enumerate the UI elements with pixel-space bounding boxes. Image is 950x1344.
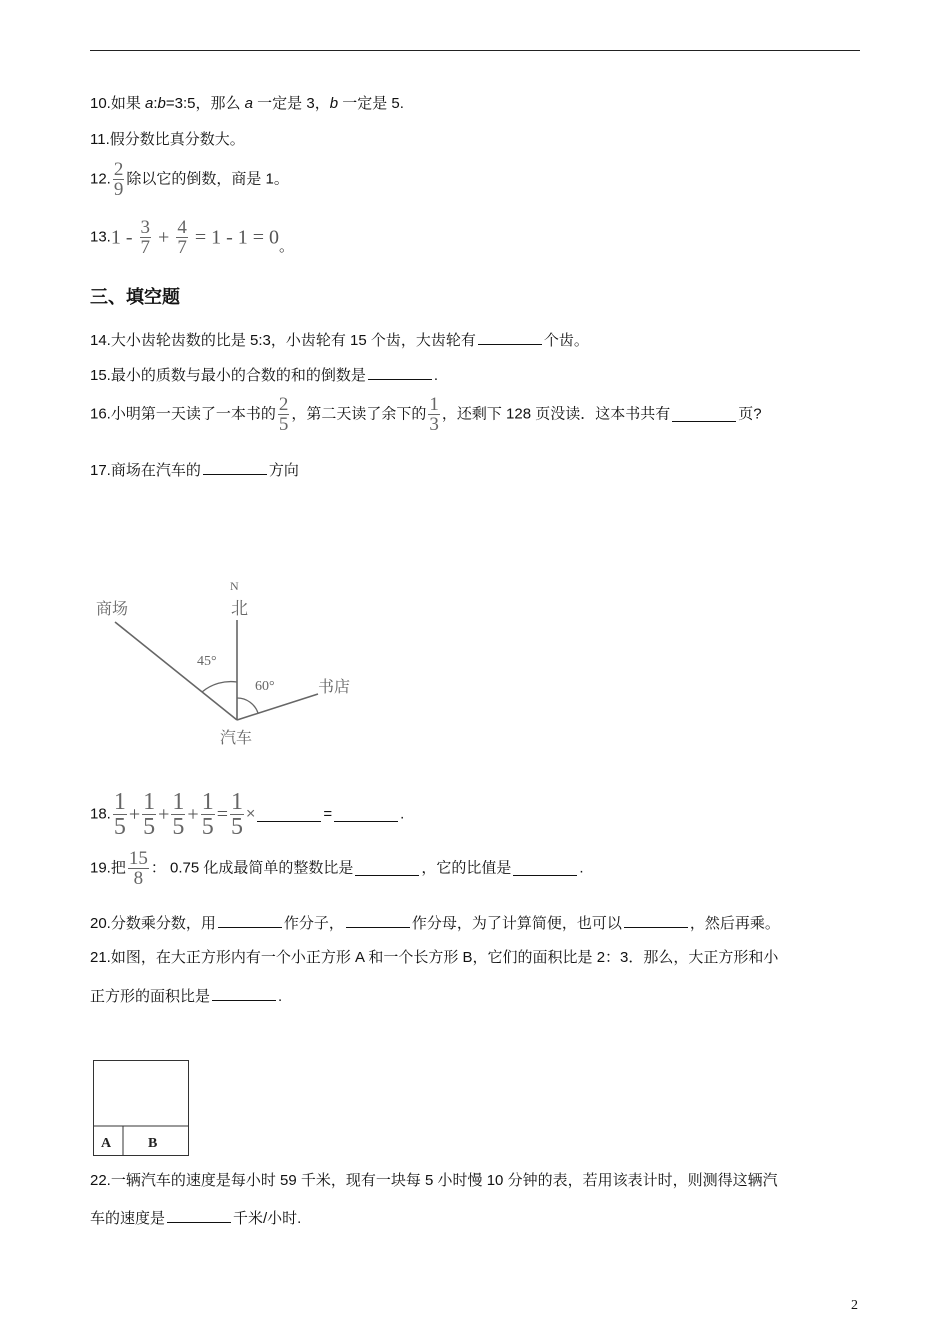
q13-fraction-1 [140,218,152,257]
question-21-line-2 [90,986,282,1007]
q13-suffix: 。 [279,238,295,255]
compass-diagram [90,572,370,752]
q21-line2: 正方形的面积比是 [90,988,211,1005]
compass-north-label: 北 [231,599,248,618]
q18-equals-2: = [323,805,333,823]
q18-numerator-4: 1 [201,789,214,815]
q10-var-a: a [145,95,154,112]
q20-answer-blank-2[interactable] [346,913,410,928]
q20-part3: 作分母，为了计算简便，也可以 [411,915,622,932]
q20-answer-blank-1[interactable] [218,913,282,928]
q20-part4: ，然后再乘。 [689,915,780,932]
q13-plus: + [153,226,175,249]
q14-prefix: 14.大小齿轮齿数的比是 5:3，小齿轮有 15 个齿，大齿轮有 [90,332,476,349]
q19-fraction [128,849,149,888]
q18-prefix: 18. [90,805,111,823]
q17-answer-blank[interactable] [203,460,267,475]
question-10 [90,94,404,114]
question-17 [90,460,299,481]
question-20 [90,913,780,934]
q12-fraction [113,160,125,199]
q15-prefix: 15.最小的质数与最小的合数的和的倒数是 [90,367,366,384]
q21-answer-blank[interactable] [212,986,276,1001]
q16-prefix: 16.小明第一天读了一本书的 [90,405,276,423]
q13-fraction-2 [176,218,188,257]
compass-bookstore-label: 书店 [318,679,351,696]
q19-numerator: 15 [128,848,148,869]
q18-denominator-2: 5 [143,814,156,840]
q16-denominator-2: 3 [429,414,439,435]
q18-fraction-3 [171,790,185,839]
q18-equals: = [216,803,228,826]
q10-colon: : [153,95,158,112]
compass-mall-line [115,622,237,720]
compass-car-label: 汽车 [220,730,253,747]
q18-times: × [245,805,256,823]
q13-numerator-2: 4 [177,217,187,238]
q18-fraction-5 [230,790,244,839]
question-16 [90,395,762,434]
question-11 [90,130,245,150]
q18-fraction-2 [142,790,156,839]
q18-fraction-1 [113,790,127,839]
q18-denominator-5: 5 [230,814,243,840]
q16-fraction-1 [278,395,290,434]
compass-bookstore-line [237,694,318,720]
q10-ratio: =3:5，那么 [165,95,245,112]
q13-term1: 1 - [110,226,138,249]
q22-line1: 22.一辆汽车的速度是每小时 59 千米，现有一块每 5 小时慢 10 分钟的表，若用该表计时，则测得这辆汽 [90,1172,778,1189]
q12-numerator: 2 [113,159,124,180]
q14-answer-blank[interactable] [478,330,542,345]
q18-numerator-2: 1 [143,789,156,815]
q20-part2: 作分子， [283,915,344,932]
q18-answer-blank-2[interactable] [334,807,398,822]
q13-denominator-2: 7 [177,237,187,258]
q10-prefix: 10.如果 [90,95,146,112]
q16-denominator-1: 5 [278,414,289,435]
q19-mid: ： 0.75 化成最简单的整数比是 [150,859,354,877]
compass-arc-60 [237,698,258,713]
q16-numerator-1: 2 [278,394,289,415]
q10-var-b: b [157,95,166,112]
q13-result: = 1 - 1 = 0 [189,226,280,249]
q19-suffix: . [579,859,584,877]
q16-suffix: 页? [738,405,762,423]
q18-denominator-3: 5 [172,814,185,840]
question-14 [90,330,589,351]
q19-prefix: 19.把 [90,859,126,877]
q13-numerator-1: 3 [140,217,151,238]
q18-numerator-1: 1 [113,789,126,815]
q17-prefix: 17.商场在汽车的 [90,462,201,479]
q18-denominator-1: 5 [113,814,126,840]
question-21-line-1 [90,948,778,968]
compass-angle-60: 60° [255,679,275,694]
q20-answer-blank-3[interactable] [624,913,688,928]
q18-plus-3: + [187,803,199,826]
page-number: 2 [851,1298,858,1313]
q17-suffix: 方向 [268,462,299,479]
q18-numerator-5: 1 [230,789,243,815]
q19-answer-blank-2[interactable] [513,861,577,876]
q19-mid2: ，它的比值是 [421,859,512,877]
q18-suffix: . [400,805,405,823]
question-19 [90,849,584,888]
q10-var-a2: a [244,95,254,112]
q13-denominator-1: 7 [140,237,151,258]
q18-plus-1: + [128,803,141,826]
compass-mall-label: 商场 [96,601,129,618]
q22-answer-blank[interactable] [167,1208,231,1223]
q15-answer-blank[interactable] [368,365,432,380]
q18-numerator-3: 1 [172,789,185,815]
square-diagram [93,1060,189,1156]
q12-suffix: 除以它的倒数，商是 1。 [126,170,289,188]
q11-text: 11.假分数比真分数大。 [90,131,245,148]
rectangle-b-label: B [148,1136,158,1151]
q13-prefix: 13. [90,228,111,246]
compass-arc-45 [202,682,237,692]
q16-answer-blank[interactable] [672,407,736,422]
q18-answer-blank-1[interactable] [257,807,321,822]
q19-denominator: 8 [128,868,149,888]
question-22-line-2 [90,1208,301,1229]
q18-fraction-4 [201,790,215,839]
question-12 [90,160,289,199]
section-title-fill-in: 三、填空题 [90,287,180,308]
compass-n-label: N [230,579,239,593]
q22-suffix: 千米/小时. [233,1210,302,1227]
q18-denominator-4: 5 [201,814,214,840]
q16-numerator-2: 1 [429,394,439,415]
q12-prefix: 12. [90,170,111,188]
q21-line1: 21.如图，在大正方形内有一个小正方形 A 和一个长方形 B，它们的面积比是 2：3．那么，大正方形和小 [90,949,779,966]
small-square-a-label: A [101,1136,112,1151]
q10-var-b2: b [329,95,339,112]
q19-answer-blank-1[interactable] [355,861,419,876]
q10-mid: 一定是 3， [253,95,330,112]
q18-plus-2: + [158,803,170,826]
question-22-line-1 [90,1171,778,1191]
q16-mid: ，第二天读了余下的 [291,405,427,423]
q21-suffix: . [278,988,283,1005]
header-rule [90,50,860,51]
q16-fraction-2 [428,395,440,434]
q22-line2: 车的速度是 [90,1210,166,1227]
q14-suffix: 个齿。 [543,332,589,349]
question-18 [90,790,404,839]
q16-mid2: ，还剩下 128 页没读．这本书共有 [441,405,671,423]
question-13 [90,218,294,257]
question-15 [90,365,438,386]
q10-suffix: 一定是 5. [338,95,404,112]
q20-part1: 20.分数乘分数，用 [90,915,216,932]
q12-denominator: 9 [113,179,124,200]
q15-suffix: . [433,367,439,384]
compass-angle-45: 45° [197,654,217,669]
